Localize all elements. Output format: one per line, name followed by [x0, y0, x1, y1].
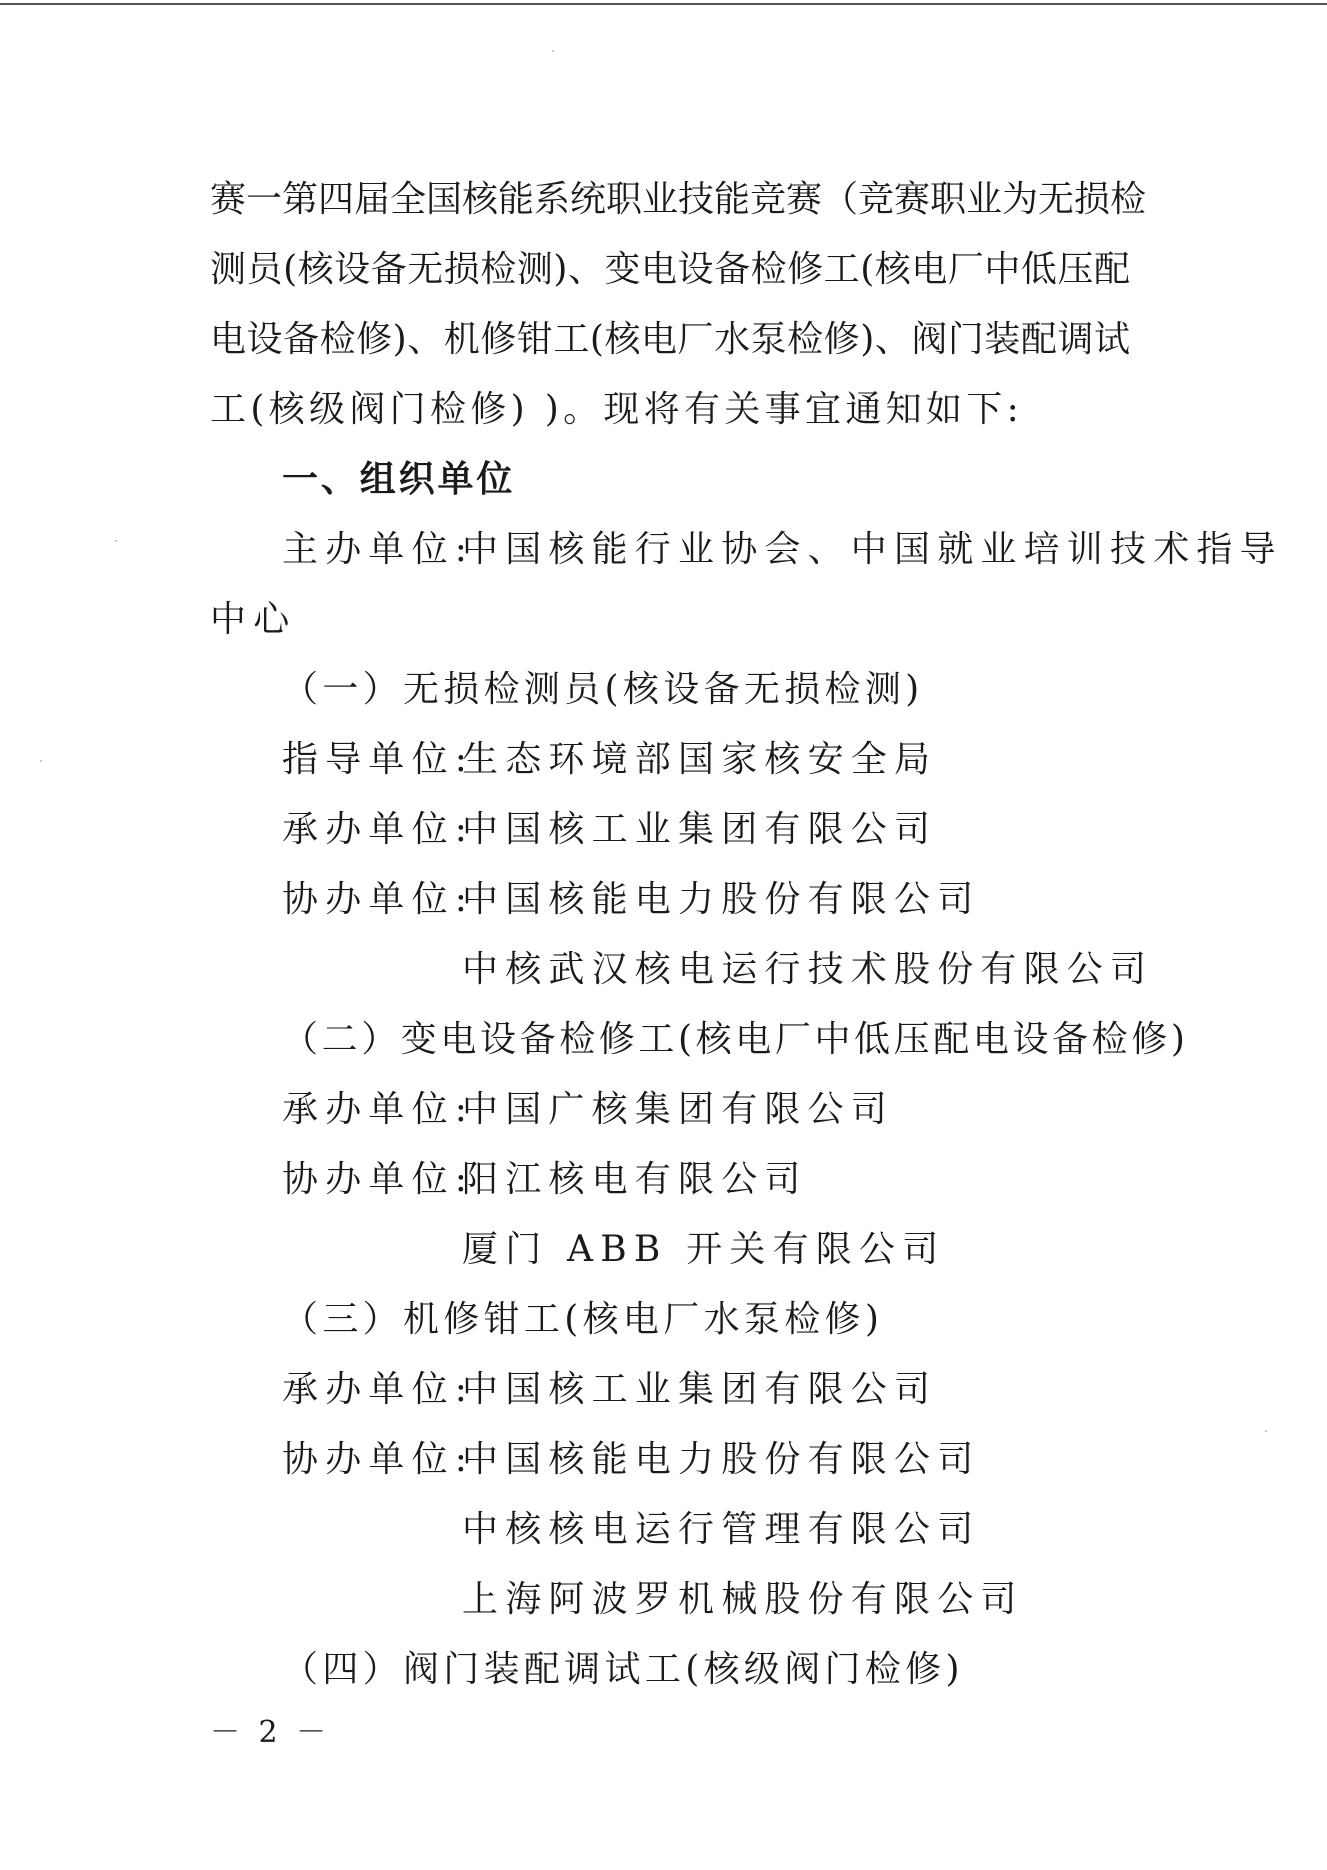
host-row: [282, 528, 1283, 572]
subsection-title-2: （二）变电设备检修工(核电厂中低压配电设备检修): [282, 1019, 1189, 1060]
org-value: 中国核能电力股份有限公司: [462, 879, 981, 920]
scan-speck: [40, 760, 42, 762]
org-value: 中国核工业集团有限公司: [462, 809, 938, 850]
org-label: 承办单位:: [282, 1089, 475, 1130]
subsection-title-4: （四）阀门装配调试工(核级阀门检修): [282, 1649, 964, 1690]
org-row: [282, 1088, 894, 1132]
host-value-continued: 中心: [210, 599, 297, 640]
org-value: 生态环境部国家核安全局: [462, 739, 938, 780]
subsection-title-1: （一）无损检测员(核设备无损检测): [282, 669, 924, 710]
org-row: [282, 878, 980, 922]
org-value: 中国广核集团有限公司: [462, 1089, 895, 1130]
intro-line-2: 测员(核设备无损检测)、变电设备检修工(核电厂中低压配: [210, 249, 1130, 290]
host-value: 中国核能行业协会、中国就业培训技术指导: [462, 529, 1283, 570]
scan-speck: [552, 50, 554, 52]
org-row: [282, 808, 937, 852]
org-label: 协办单位:: [282, 1439, 475, 1480]
org-value: 阳江核电有限公司: [462, 1159, 808, 1200]
org-value-extra: 上海阿波罗机械股份有限公司: [462, 1579, 1024, 1620]
org-value: 中国核能电力股份有限公司: [462, 1439, 981, 1480]
org-label: 指导单位:: [282, 739, 475, 780]
org-value-extra: 厦门 ABB 开关有限公司: [462, 1229, 946, 1270]
org-row: [282, 1158, 808, 1202]
org-row: [282, 1438, 980, 1482]
intro-line-4: 工(核级阀门检修) )。现将有关事宜通知如下:: [210, 389, 1024, 430]
org-row: [282, 1368, 937, 1412]
subsection-title-3: （三）机修钳工(核电厂水泵检修): [282, 1299, 884, 1340]
org-label: 协办单位:: [282, 879, 475, 920]
scan-speck: [115, 540, 117, 542]
org-value-extra: 中核武汉核电运行技术股份有限公司: [462, 949, 1154, 990]
org-value-extra: 中核核电运行管理有限公司: [462, 1509, 981, 1550]
page-number: － 2 －: [210, 1715, 331, 1750]
host-label: 主办单位:: [282, 529, 475, 570]
intro-line-1: 赛一第四届全国核能系统职业技能竞赛（竞赛职业为无损检: [210, 179, 1147, 220]
org-row: [282, 738, 937, 782]
org-label: 协办单位:: [282, 1159, 475, 1200]
org-label: 承办单位:: [282, 1369, 475, 1410]
intro-line-3: 电设备检修)、机修钳工(核电厂水泵检修)、阀门装配调试: [210, 319, 1130, 360]
section-heading: 一、组织单位: [282, 459, 516, 500]
org-label: 承办单位:: [282, 809, 475, 850]
scan-speck: [1265, 1430, 1267, 1432]
org-value: 中国核工业集团有限公司: [462, 1369, 938, 1410]
